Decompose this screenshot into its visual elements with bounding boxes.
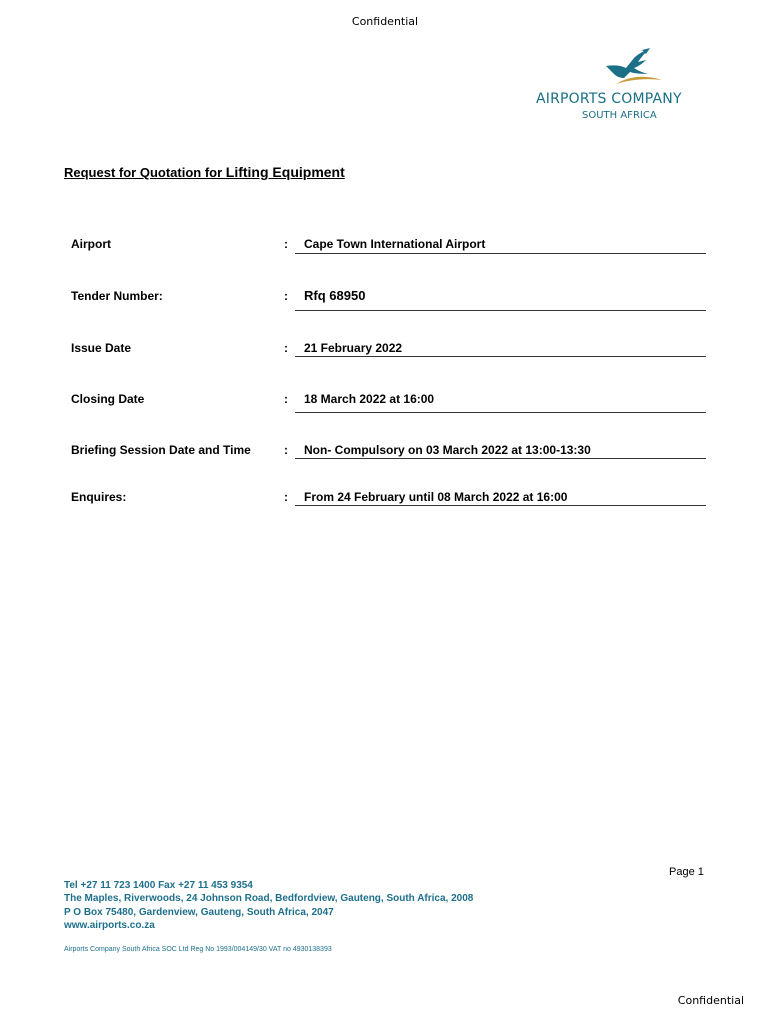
airports-company-logo xyxy=(536,48,726,128)
field-row-closing-date xyxy=(0,392,770,422)
field-colon: : xyxy=(284,392,288,406)
field-underline xyxy=(295,458,706,459)
confidential-footer: Confidential xyxy=(677,994,744,1007)
field-row-issue-date xyxy=(0,341,770,371)
field-label: Issue Date xyxy=(71,341,132,355)
field-underline xyxy=(295,310,706,311)
title-part-2: Lifting Equipment xyxy=(225,164,345,180)
field-underline xyxy=(295,412,706,413)
field-label: Briefing Session Date and Time xyxy=(71,443,251,457)
footer-registration: Airports Company South Africa SOC Ltd Reg No 1993/004149/30 VAT no 4930138393 xyxy=(64,946,332,953)
field-underline xyxy=(295,356,706,357)
field-colon: : xyxy=(284,289,288,303)
footer-address: The Maples, Riverwoods, 24 Johnson Road, Bedfordview, Gauteng, South Africa, 2008 xyxy=(64,893,474,905)
field-value: Non- Compulsory on 03 March 2022 at 13:00-13:30 xyxy=(304,443,591,457)
footer-website-link[interactable]: www.airports.co.za xyxy=(64,919,155,931)
field-row-enquires xyxy=(0,490,770,520)
title-part-1: Request for Quotation for xyxy=(64,165,226,180)
field-value: Cape Town International Airport xyxy=(304,237,486,251)
flying-figure-logo-icon xyxy=(596,48,666,90)
footer-pobox: P O Box 75480, Gardenview, Gauteng, South Africa, 2047 xyxy=(64,906,334,918)
logo-subtitle: SOUTH AFRICA xyxy=(582,110,657,121)
field-colon: : xyxy=(284,341,288,355)
document-title xyxy=(64,164,345,180)
confidential-header: Confidential xyxy=(351,15,419,28)
field-label: Airport xyxy=(71,237,111,251)
field-label: Tender Number: xyxy=(71,289,163,303)
field-colon: : xyxy=(284,237,288,251)
field-colon: : xyxy=(284,443,288,457)
field-row-airport xyxy=(0,237,770,267)
field-colon: : xyxy=(284,490,288,504)
field-row-briefing-session xyxy=(0,443,770,473)
field-value: From 24 February until 08 March 2022 at 16:00 xyxy=(304,490,568,504)
field-underline xyxy=(295,253,706,254)
footer-contact xyxy=(64,879,473,932)
page-number: Page 1 xyxy=(669,866,704,878)
field-value: 21 February 2022 xyxy=(304,341,403,355)
field-row-tender-number xyxy=(0,289,770,319)
field-label: Enquires: xyxy=(71,490,127,504)
field-value: Rfq 68950 xyxy=(304,288,366,303)
field-label: Closing Date xyxy=(71,392,145,406)
field-value: 18 March 2022 at 16:00 xyxy=(304,392,435,406)
logo-company-name: AIRPORTS COMPANY xyxy=(536,91,682,107)
field-underline xyxy=(295,505,706,506)
footer-tel: Tel +27 11 723 1400 Fax +27 11 453 9354 xyxy=(64,880,253,891)
